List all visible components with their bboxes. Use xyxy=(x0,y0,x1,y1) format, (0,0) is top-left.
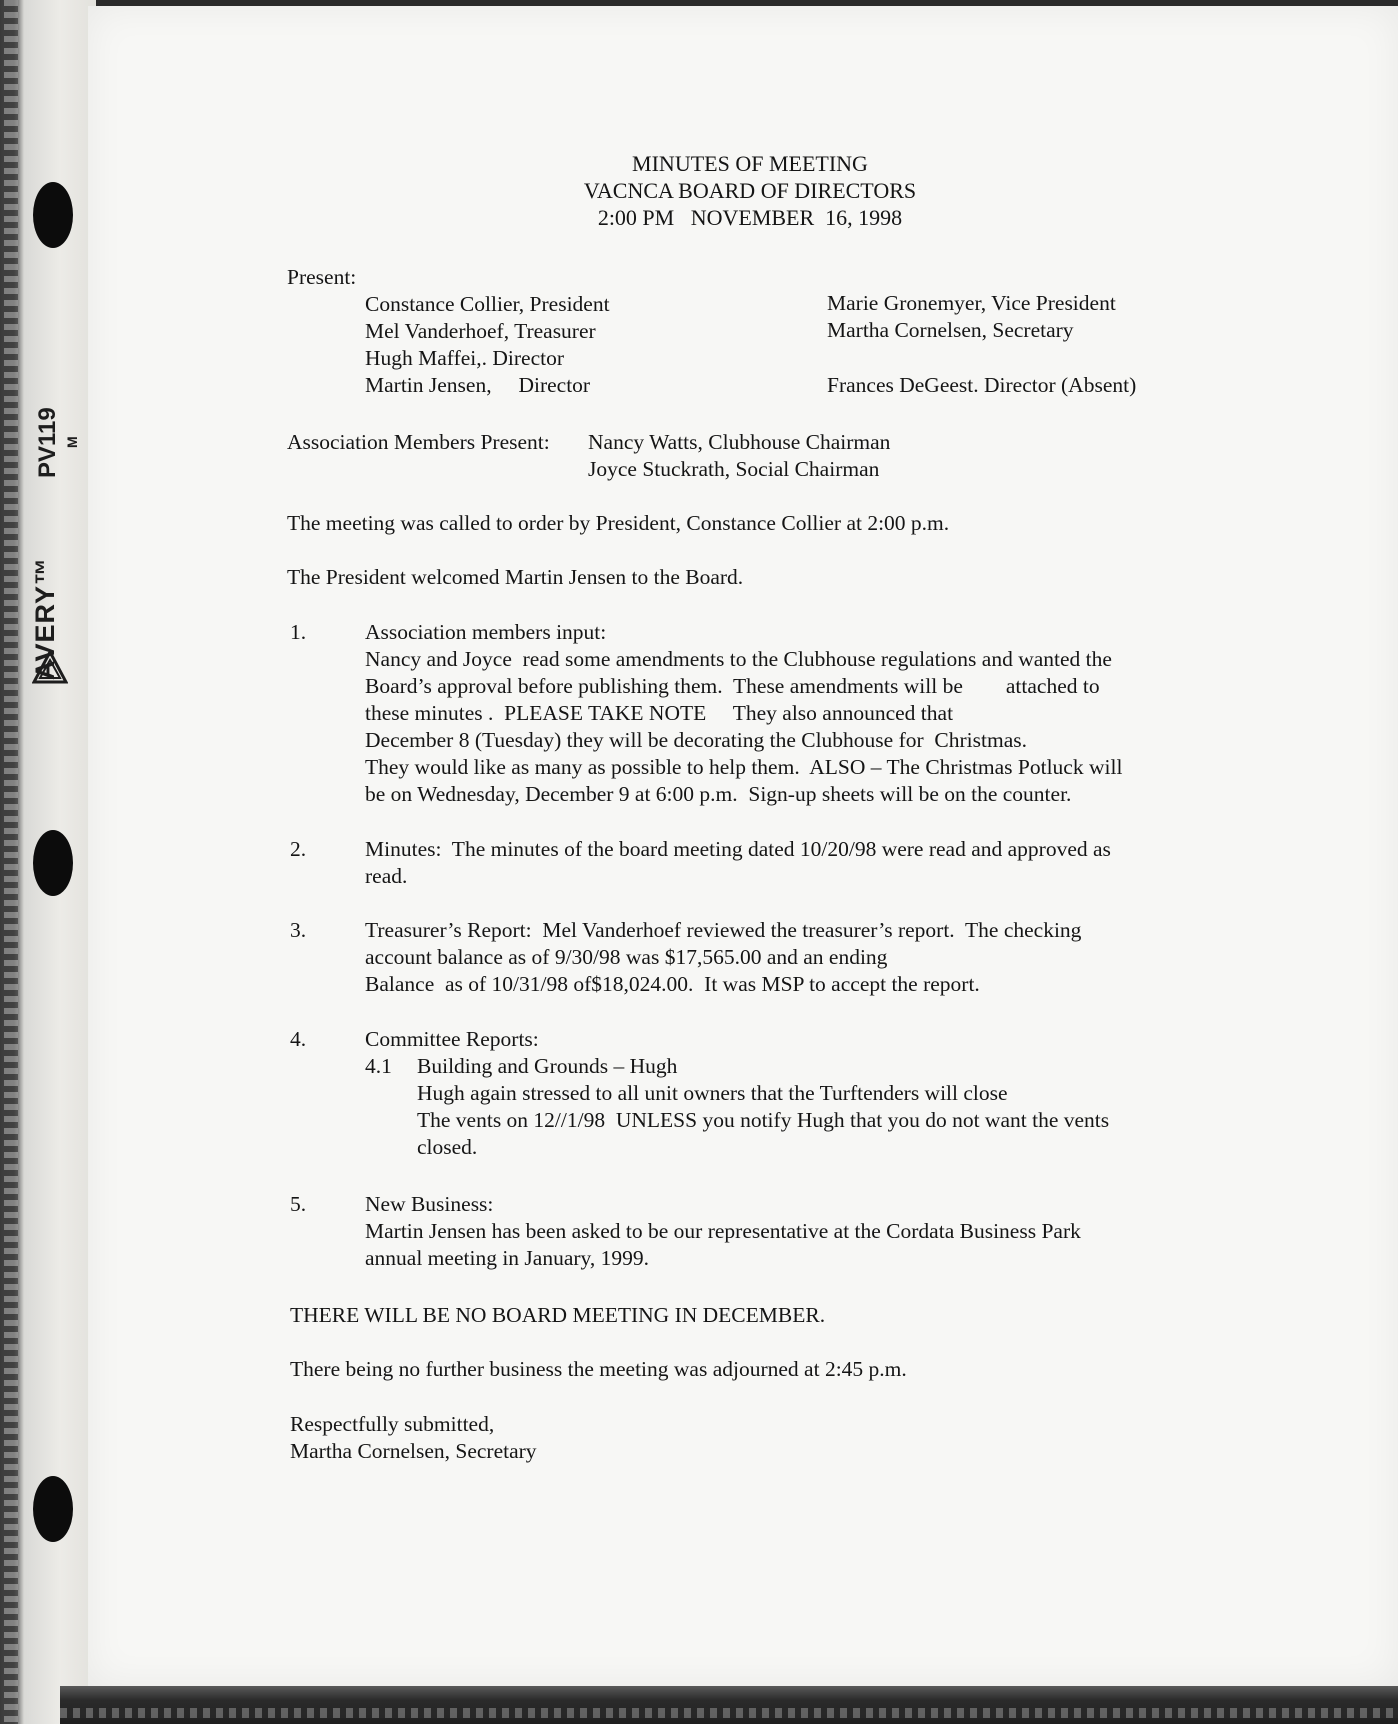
protector-code: PV119 xyxy=(34,407,61,478)
item-number: 2. xyxy=(290,837,307,861)
adjournment-text: There being no further business the meeting was adjourned at 2:45 p.m. xyxy=(290,1357,907,1381)
item-number: 5. xyxy=(290,1192,307,1216)
sub-item-line: Hugh again stressed to all unit owners that the Turftenders will close xyxy=(417,1081,1008,1105)
item-body xyxy=(365,619,1122,808)
item-number: 4. xyxy=(290,1027,307,1051)
item-line: annual meeting in January, 1999. xyxy=(365,1246,650,1270)
item-line: Board’s approval before publishing them. These amendments will be attached to xyxy=(365,674,1100,698)
item-line: account balance as of 9/30/98 was $17,565.00 and an ending xyxy=(365,945,888,969)
item-body xyxy=(365,836,1111,890)
item-number: 3. xyxy=(290,918,307,942)
document-header xyxy=(88,150,1398,231)
item-line: December 8 (Tuesday) they will be decorating the Clubhouse for Christmas. xyxy=(365,728,1027,752)
item-number: 1. xyxy=(290,620,307,644)
item-line: these minutes . PLEASE TAKE NOTE They also announced that xyxy=(365,701,954,725)
sub-item-number: 4.1 xyxy=(365,1054,392,1078)
item-line: Nancy and Joyce read some amendments to the Clubhouse regulations and wanted the xyxy=(365,647,1112,671)
present-label: Present: xyxy=(287,265,357,289)
item-line: Association members input: xyxy=(365,620,607,644)
binder-hole-middle xyxy=(33,830,73,896)
item-line: be on Wednesday, December 9 at 6:00 p.m. Sign-up sheets will be on the counter. xyxy=(365,782,1072,806)
attendee-left: Hugh Maffei,. Director xyxy=(365,346,565,370)
sub-item-line: closed. xyxy=(417,1135,478,1159)
attendee-left: Constance Collier, President xyxy=(365,292,610,316)
members-label: Association Members Present: xyxy=(287,430,550,454)
item-body xyxy=(365,1026,539,1053)
protector-code-sub: M xyxy=(64,436,80,448)
minutes-content xyxy=(88,6,1398,1686)
header-title: MINUTES OF MEETING xyxy=(632,151,868,176)
item-line: read. xyxy=(365,864,408,888)
item-body xyxy=(365,917,1081,998)
attendee-right: Frances DeGeest. Director (Absent) xyxy=(827,373,1137,397)
header-organization: VACNCA BOARD OF DIRECTORS xyxy=(583,178,917,203)
member-entry: Nancy Watts, Clubhouse Chairman xyxy=(588,430,891,454)
avery-brand-text: AVERY™ xyxy=(30,556,60,680)
member-entry: Joyce Stuckrath, Social Chairman xyxy=(588,457,880,481)
attendee-left: Martin Jensen, Director xyxy=(365,373,591,397)
attendee-right: Martha Cornelsen, Secretary xyxy=(827,318,1074,342)
welcome-text: The President welcomed Martin Jensen to the Board. xyxy=(287,565,744,589)
attendee-left: Mel Vanderhoef, Treasurer xyxy=(365,319,596,343)
item-line: They would like as many as possible to help them. ALSO – The Christmas Potluck will xyxy=(365,755,1123,779)
document-page xyxy=(88,6,1398,1686)
item-line: Balance as of 10/31/98 of$18,024.00. It was MSP to accept the report. xyxy=(365,972,980,996)
item-line: New Business: xyxy=(365,1192,494,1216)
no-meeting-notice: THERE WILL BE NO BOARD MEETING IN DECEMBER. xyxy=(290,1303,826,1327)
sub-item-body xyxy=(417,1053,1109,1161)
signer-name: Martha Cornelsen, Secretary xyxy=(290,1439,537,1463)
sheet-protector-bottom-edge xyxy=(60,1686,1398,1724)
binder-hole-bottom xyxy=(33,1476,73,1542)
item-line: Committee Reports: xyxy=(365,1027,539,1051)
item-body xyxy=(365,1191,1081,1272)
item-line: Minutes: The minutes of the board meeting dated 10/20/98 were read and approved as xyxy=(365,837,1111,861)
attendee-right: Marie Gronemyer, Vice President xyxy=(827,291,1116,315)
binder-hole-top xyxy=(33,182,73,248)
sub-item-line: Building and Grounds – Hugh xyxy=(417,1054,678,1078)
item-line: Treasurer’s Report: Mel Vanderhoef reviewed the treasurer’s report. The checking xyxy=(365,918,1082,942)
call-to-order-text: The meeting was called to order by President, Constance Collier at 2:00 p.m. xyxy=(287,511,950,535)
signoff-text: Respectfully submitted, xyxy=(290,1412,495,1436)
header-date: 2:00 PM NOVEMBER 16, 1998 xyxy=(597,205,903,230)
sub-item-line: The vents on 12//1/98 UNLESS you notify Hugh that you do not want the vents xyxy=(417,1108,1110,1132)
item-line: Martin Jensen has been asked to be our representative at the Cordata Business Park xyxy=(365,1219,1081,1243)
